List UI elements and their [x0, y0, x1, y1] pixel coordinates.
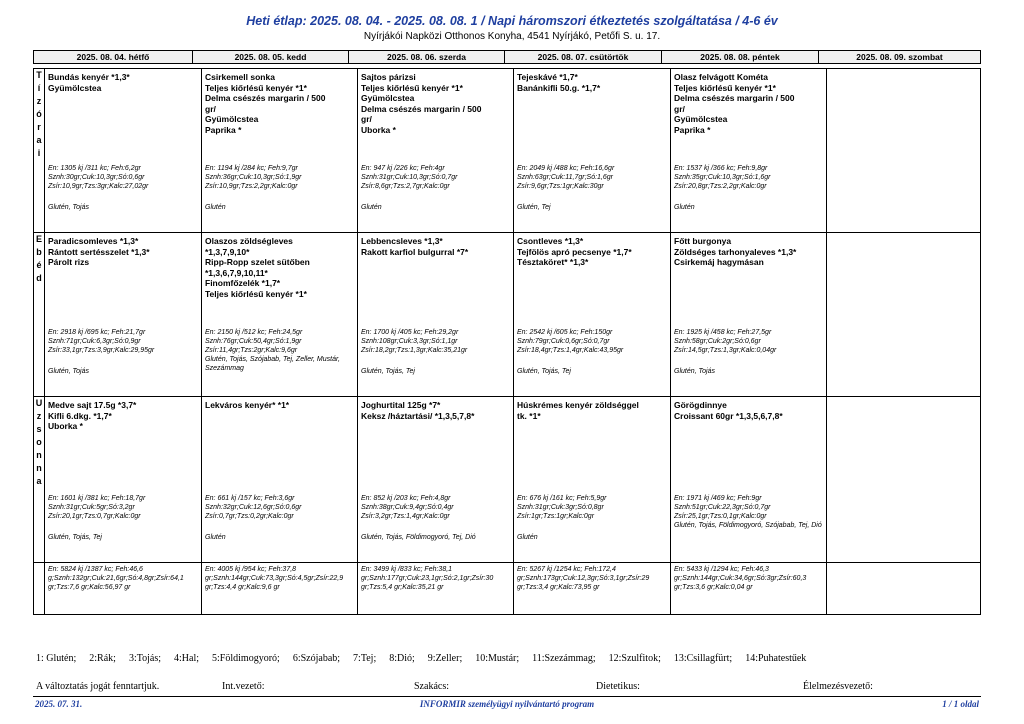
daily-total-cell: En: 5433 kj /1294 kc; Feh:46,3 gr;Sznh:144gr;Cuk:34,6gr;Só:3gr;Zsír:60,3 gr;Tzs:3,6 gr;Kalc:0,04 gr — [671, 563, 827, 614]
totals-label-column — [34, 563, 45, 614]
allergen-legend: 1: Glutén; 2:Rák; 3:Tojás; 4:Hal; 5:Földimogyoró; 6:Szójabab; 7:Tej; 8:Dió; 9:Zeller; 10:Mustár; 11:Szezámmag; 12:Szulfitok; 13:Csillagfürt; 14:Puhatestűek — [36, 653, 807, 664]
menu-cell: Csontleves *1,3* Tejfölös apró pecsenye *1,7* Tésztaköret* *1,3* En: 2542 kj /605 kc; Feh:150gr Sznh:79gr;Cuk:0,6gr;Só:0,7gr Zsír:18,4gr;Tzs:1,4gr;Kalc:43,95gr Glutén, Tojás, Tej — [514, 233, 671, 396]
print-date: 2025. 07. 31. — [35, 699, 83, 709]
allergen-list: Glutén, Tojás, Földimogyoró, Tej, Dió — [361, 534, 476, 541]
menu-cell: Főtt burgonya Zöldséges tarhonyaleves *1,3* Csirkemáj hagymásan En: 1925 kj /458 kc; Feh:27,5gr Sznh:58gr;Cuk:2gr;Só:0,6gr Zsír:14,5gr;Tzs:1,3gr;Kalc:0,04gr Glutén, Tojás — [671, 233, 827, 396]
daily-totals-row — [34, 563, 980, 614]
menu-cell: Tejeskávé *1,7* Banánkifli 50.g. *1,7* En: 2049 kj /488 kc; Feh:16,6gr Sznh:63gr;Cuk:11,7gr;Só:1,6gr Zsír:9,6gr;Tzs:1gr;Kalc:30gr Glutén, Tej — [514, 69, 671, 232]
day-header-wednesday: 2025. 08. 06. szerda — [348, 51, 504, 63]
allergen-list: Glutén — [205, 204, 226, 211]
menu-cell: Húskrémes kenyér zöldséggel tk. *1* En: 676 kj /161 kc; Feh:5,9gr Sznh:31gr;Cuk:3gr;Só:0,8gr Zsír:1gr;Tzs:1gr;Kalc:0gr Glutén — [514, 397, 671, 562]
allergen-list: Glutén, Tojás, Földimogyoró, Szójabab, Tej, Dió — [674, 522, 822, 529]
disclaimer-text: A változtatás jogát fenntartjuk. — [36, 681, 160, 692]
daily-total-cell-empty — [827, 563, 980, 614]
menu-cell-empty — [827, 397, 980, 562]
menu-cell: Csirkemell sonka Teljes kiőrlésű kenyér *1* Delma csészés margarin / 500 gr/ Gyümölcstea Paprika * En: 1194 kj /284 kc; Feh:9,7gr Sznh:36gr;Cuk:10,3gr;Só:1,9gr Zsír:10,9gr;Tzs:2,2gr;Kalc:0gr Glutén — [202, 69, 358, 232]
program-name: INFORMIR személyügyi nyilvántartó program — [419, 699, 595, 709]
day-header-tuesday: 2025. 08. 05. kedd — [192, 51, 348, 63]
menu-cell: Joghurtital 125g *7* Keksz /háztartási/ *1,3,5,7,8* En: 852 kj /203 kc; Feh:4,8gr Sznh:38gr;Cuk:9,4gr;Só:0,4gr Zsír:3,2gr;Tzs:1,4gr;Kalc:0gr Glutén, Tojás, Földimogyoró, Tej, Dió — [358, 397, 514, 562]
daily-total-cell: En: 5267 kj /1254 kc; Feh:172,4 gr;Sznh:173gr;Cuk:12,3gr;Só:3,1gr;Zsír:29 gr;Tzs:3,4 gr;Kalc:73,95 gr — [514, 563, 671, 614]
signature-elelmezesvezeto: Élelmezésvezető: — [803, 681, 873, 692]
allergen-list: Glutén — [205, 534, 226, 541]
signature-int-vezeto: Int.vezető: — [222, 681, 265, 692]
daily-total-cell: En: 3499 kj /833 kc; Feh:38,1 gr;Sznh:177gr;Cuk:23,1gr;Só:2,1gr;Zsír:30 gr;Tzs:5,4 gr;Kalc:35,21 gr — [358, 563, 514, 614]
meal-row-ebed — [34, 233, 980, 397]
meal-row-uzsonna — [34, 397, 980, 563]
allergen-list: Glutén, Tej — [517, 204, 551, 211]
menu-cell-empty — [827, 233, 980, 396]
menu-cell-empty — [827, 69, 980, 232]
menu-cell: Bundás kenyér *1,3* Gyümölcstea En: 1305 kj /311 kc; Feh:6,2gr Sznh:30gr;Cuk:10,3gr;Só:0,6gr Zsír:10,9gr;Tzs:3gr;Kalc:27,02gr Glutén, Tojás — [45, 69, 202, 232]
meal-label-tizorai: T í z ó r a i — [34, 69, 45, 232]
menu-cell: Medve sajt 17.5g *3,7* Kifli 6.dkg. *1,7* Uborka * En: 1601 kj /381 kc; Feh:18,7gr Sznh:31gr;Cuk:5gr;Só:3,2gr Zsír:20,1gr;Tzs:0,7gr;Kalc:0gr Glutén, Tojás, Tej — [45, 397, 202, 562]
menu-cell: Lekváros kenyér* *1* En: 661 kj /157 kc; Feh:3,6gr Sznh:32gr;Cuk:12,6gr;Só:0,6gr Zsír:0,7gr;Tzs:0,2gr;Kalc:0gr Glutén — [202, 397, 358, 562]
menu-cell: Olaszos zöldségleves *1,3,7,9,10* Ripp-Ropp szelet sütőben *1,3,6,7,9,10,11* Finomfőzelék *1,7* Teljes kiőrlésű kenyér *1* En: 2150 kj /512 kc; Feh:24,5gr Sznh:76gr;Cuk:50,4gr;Só:1,9gr Zsír:11,4gr;Tzs:2gr;Kalc:9,6gr Glutén, Tojás, Szójabab, Tej, Zeller, Mustár, Szezámmag — [202, 233, 358, 396]
allergen-list: Glutén, Tojás — [48, 368, 89, 375]
daily-total-cell: En: 4005 kj /954 kc; Feh:37,8 gr;Sznh:144gr;Cuk:73,3gr;Só:4,5gr;Zsír:22,9 gr;Tzs:4,4 gr;Kalc:9,6 gr — [202, 563, 358, 614]
daily-total-cell: En: 5824 kj /1387 kc; Feh:46,6 g;Sznh:132gr;Cuk:21,6gr;Só:4,8gr;Zsír:64,1 gr;Tzs:7,6 gr;Kalc:56,97 gr — [45, 563, 202, 614]
menu-cell: Görögdinnye Croissant 60gr *1,3,5,6,7,8* En: 1971 kj /469 kc; Feh:9gr Sznh:51gr;Cuk:22,3gr;Só:0,7gr Zsír:25,1gr;Tzs:0,1gr;Kalc:0gr Glutén, Tojás, Földimogyoró, Szójabab, Tej, Dió — [671, 397, 827, 562]
page-number: 1 / 1 oldal — [942, 699, 979, 709]
allergen-list: Glutén, Tojás — [48, 204, 89, 211]
day-header-thursday: 2025. 08. 07. csütörtök — [504, 51, 661, 63]
day-header-saturday: 2025. 08. 09. szombat — [818, 51, 980, 63]
day-header-monday: 2025. 08. 04. hétfő — [76, 52, 150, 62]
menu-cell: Paradicsomleves *1,3* Rántott sertésszelet *1,3* Párolt rizs En: 2918 kj /695 kc; Feh:21,7gr Sznh:71gr;Cuk:6,3gr;Só:0,9gr Zsír:33,1gr;Tzs:3,9gr;Kalc:29,95gr Glutén, Tojás — [45, 233, 202, 396]
signature-dietetikus: Dietetikus: — [596, 681, 640, 692]
meal-label-ebed: E b é d — [34, 233, 45, 396]
menu-cell: Lebbencsleves *1,3* Rakott karfiol bulgurral *7* En: 1700 kj /405 kc; Feh:29,2gr Sznh:108gr;Cuk:3,3gr;Só:1,1gr Zsír:18,2gr;Tzs:1,3gr;Kalc:35,21gr Glutén, Tojás, Tej — [358, 233, 514, 396]
allergen-list: Glutén, Tojás, Tej — [517, 368, 571, 375]
day-header-row — [33, 50, 981, 64]
meal-label-uzsonna: U z s o n n a — [34, 397, 45, 562]
allergen-list: Glutén, Tojás, Tej — [361, 368, 415, 375]
allergen-list: Glutén — [517, 534, 538, 541]
allergen-list: Glutén, Tojás, Tej — [48, 534, 102, 541]
day-header-friday: 2025. 08. 08. péntek — [661, 51, 818, 63]
menu-grid — [33, 68, 981, 615]
allergen-list: Glutén — [674, 204, 695, 211]
menu-cell: Olasz felvágott Kométa Teljes kiőrlésű kenyér *1* Delma csészés margarin / 500 gr/ Gyümölcstea Paprika * En: 1537 kj /366 kc; Feh:9,8gr Sznh:35gr;Cuk:10,3gr;Só:1,6gr Zsír:20,8gr;Tzs:2,2gr;Kalc:0gr Glutén — [671, 69, 827, 232]
page-footer — [33, 696, 981, 710]
page-title: Heti étlap: 2025. 08. 04. - 2025. 08. 08. 1 / Napi háromszori étkeztetés szolgáltatása / 4-6 év — [246, 14, 778, 28]
menu-cell: Sajtos párizsi Teljes kiőrlésű kenyér *1* Gyümölcstea Delma csészés margarin / 500 gr/ Uborka * En: 947 kj /226 kc; Feh:4gr Sznh:31gr;Cuk:10,3gr;Só:0,7gr Zsír:8,6gr;Tzs:2,7gr;Kalc:0gr Glutén — [358, 69, 514, 232]
meal-row-tizorai — [34, 69, 980, 233]
allergen-list: Glutén, Tojás — [674, 368, 715, 375]
allergen-list: Glutén, Tojás, Szójabab, Tej, Zeller, Mustár, Szezámmag — [205, 356, 340, 372]
allergen-list: Glutén — [361, 204, 382, 211]
signature-szakacs: Szakács: — [414, 681, 449, 692]
kitchen-address: Nyírjákói Napközi Otthonos Konyha, 4541 Nyírjákó, Petőfi S. u. 17. — [363, 31, 661, 42]
